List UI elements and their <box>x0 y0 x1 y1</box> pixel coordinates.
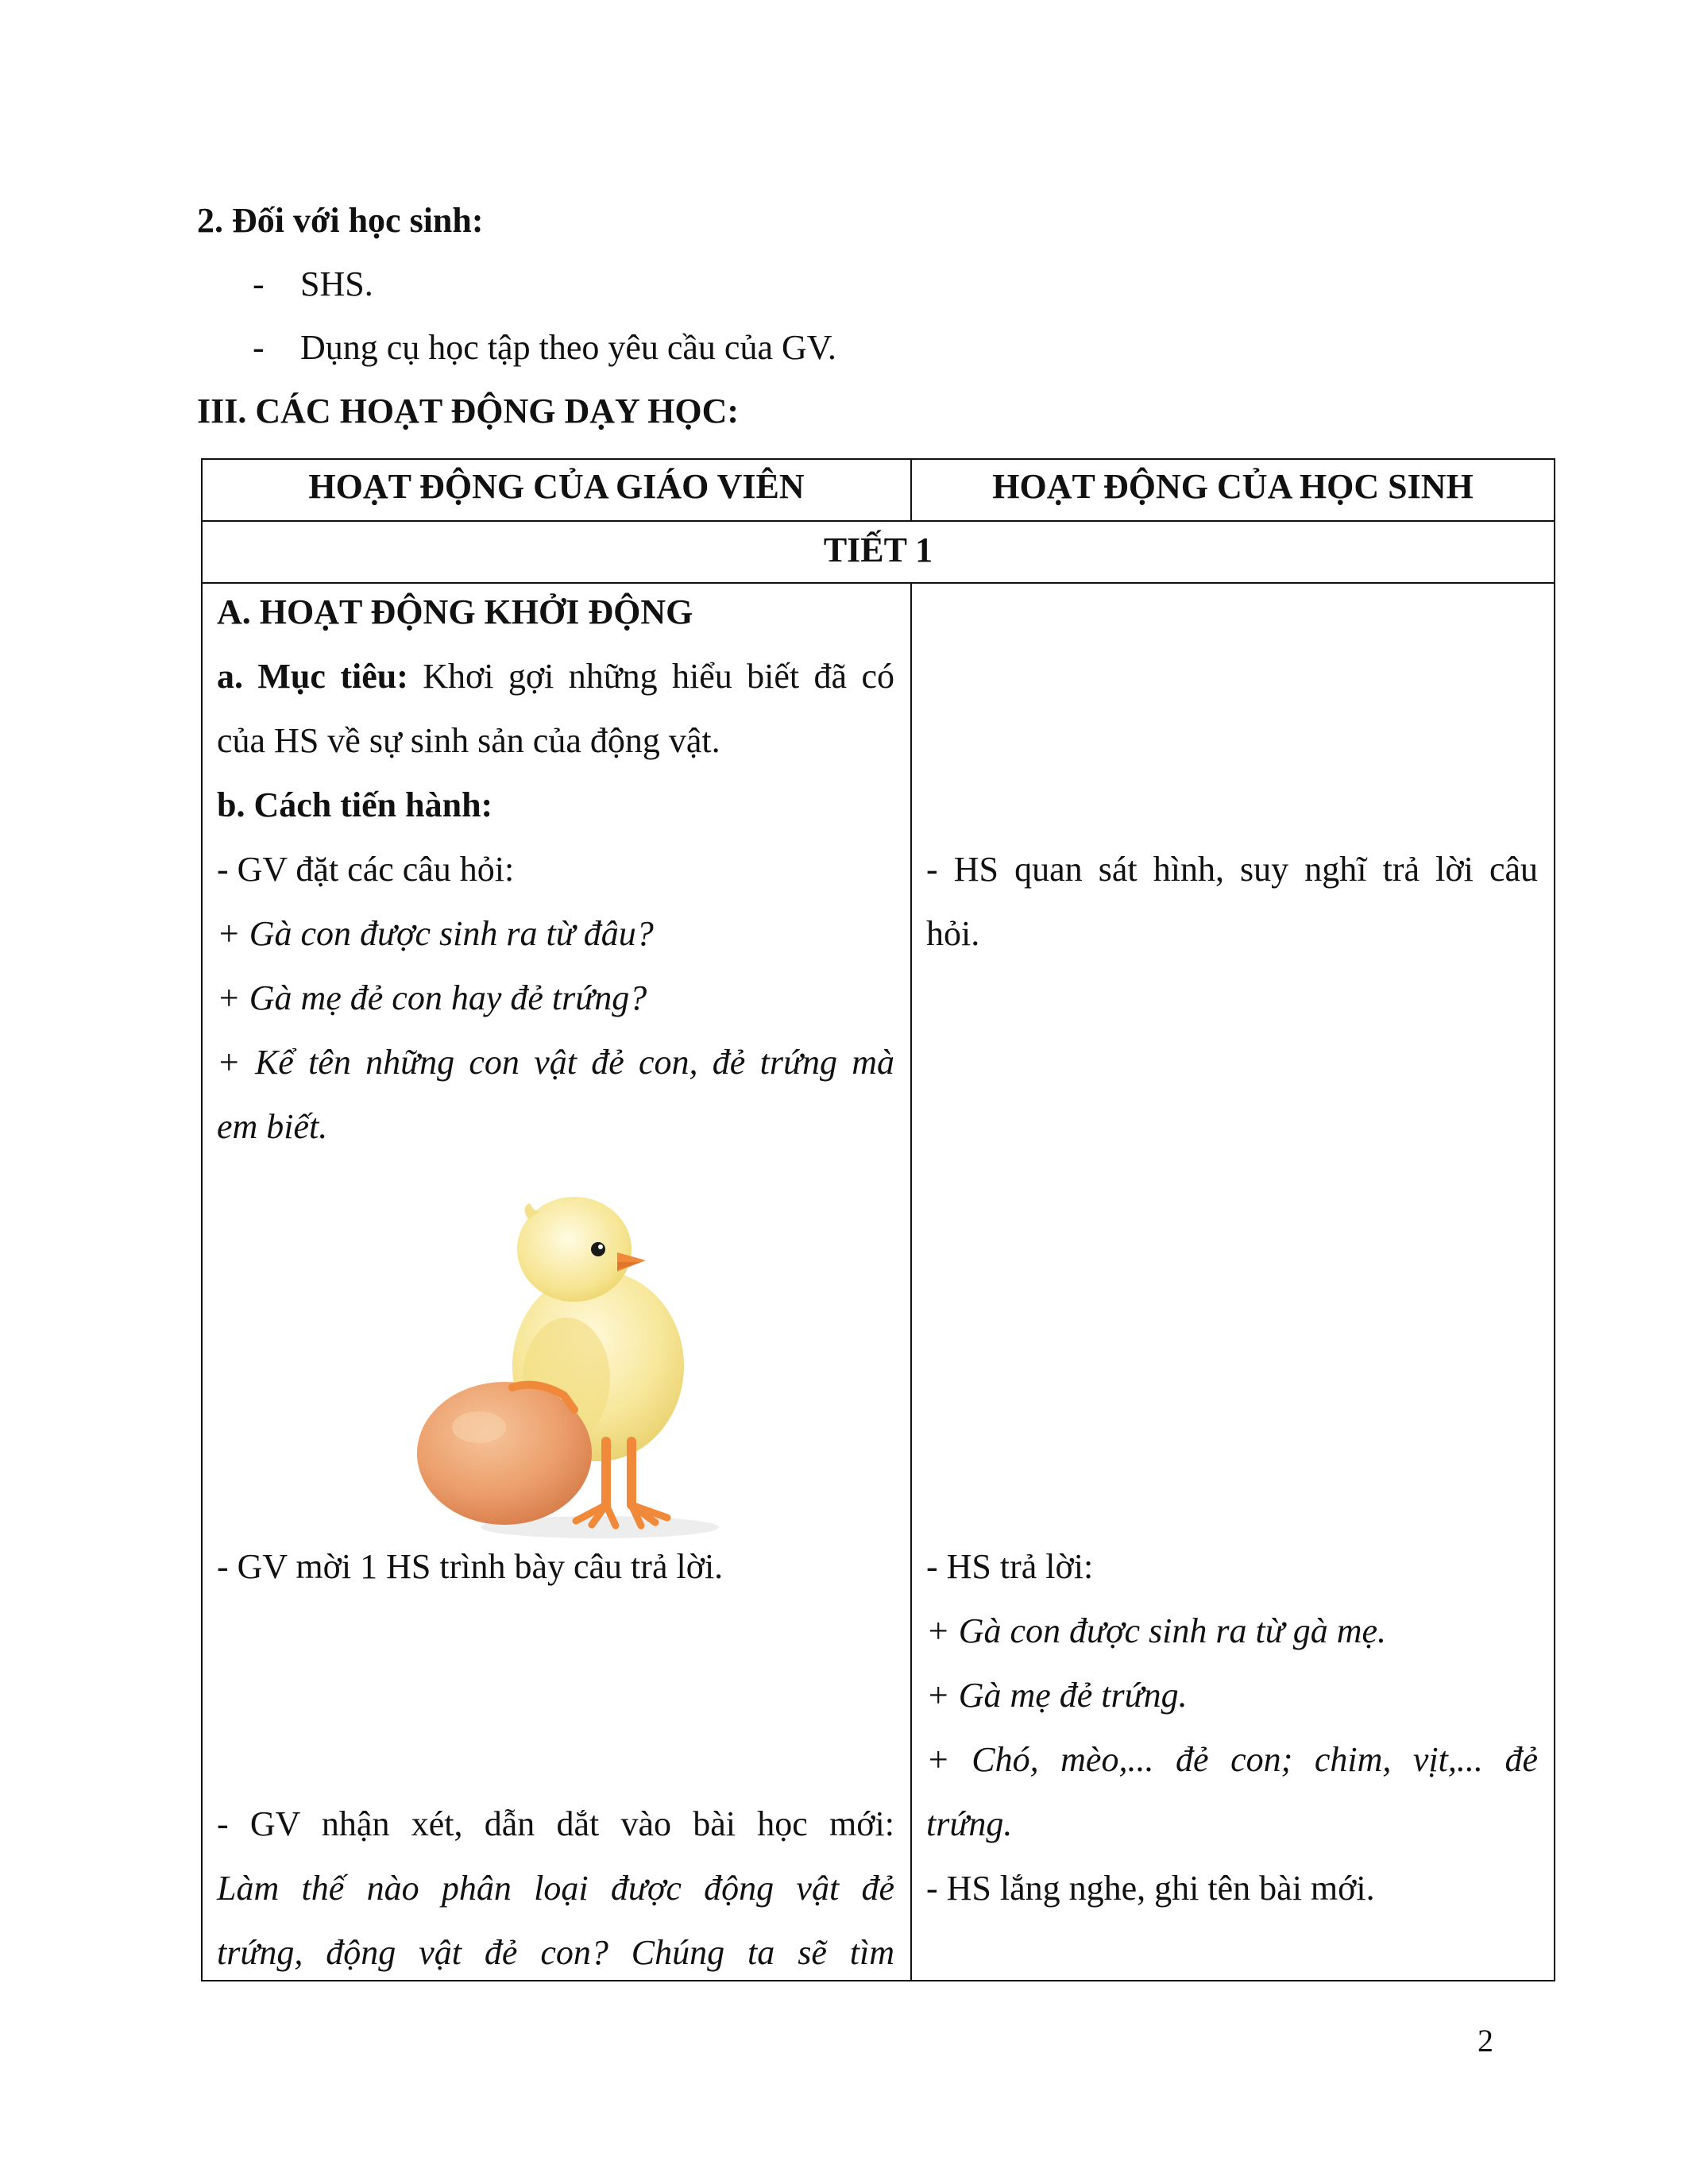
student-listen: - HS lắng nghe, ghi tên bài mới. <box>926 1869 1375 1908</box>
teacher-comment: Làm thế nào phân loại được động vật đẻ <box>217 1869 894 1908</box>
answer-2: + Gà mẹ đẻ trứng. <box>926 1676 1188 1715</box>
list-item-text: SHS. <box>300 264 373 303</box>
page-number: 2 <box>1477 2023 1493 2059</box>
list-item-text: Dụng cụ học tập theo yêu cầu của GV. <box>300 328 836 367</box>
teacher-invite: - GV mời 1 HS trình bày câu trả lời. <box>217 1547 724 1586</box>
student-answer: - HS trả lời: <box>926 1547 1094 1586</box>
teacher-comment: trứng, động vật đẻ con? Chúng ta sẽ tìm <box>217 1933 894 1972</box>
list-dash: - <box>253 264 265 303</box>
answer-3: + Chó, mèo,... đẻ con; chim, vịt,... đẻ <box>926 1740 1538 1779</box>
objective-label: a. Mục tiêu: <box>217 657 408 696</box>
student-column-header: HOẠT ĐỘNG CỦA HỌC SINH <box>911 459 1555 521</box>
objective-text: Khơi gợi những hiểu biết đã có <box>408 657 894 696</box>
activity-title: A. HOẠT ĐỘNG KHỞI ĐỘNG <box>217 592 693 631</box>
list-dash: - <box>253 328 265 367</box>
chick-and-egg-icon <box>393 1171 727 1545</box>
objective-line: của HS về sự sinh sản của động vật. <box>217 721 720 760</box>
question-2: + Gà mẹ đẻ con hay đẻ trứng? <box>217 978 647 1017</box>
answer-1: + Gà con được sinh ra từ gà mẹ. <box>926 1611 1387 1650</box>
objective-line <box>217 654 894 699</box>
period-header: TIẾT 1 <box>202 521 1555 583</box>
question-3: + Kể tên những con vật đẻ con, đẻ trứng mà <box>217 1043 894 1082</box>
teacher-ask: - GV đặt các câu hỏi: <box>217 850 515 889</box>
teacher-comment: - GV nhận xét, dẫn dắt vào bài học mới: <box>217 1804 894 1843</box>
question-3: em biết. <box>217 1107 328 1146</box>
procedure-label: b. Cách tiến hành: <box>217 785 493 824</box>
answer-3: trứng. <box>926 1804 1013 1843</box>
teacher-activity-cell <box>202 583 911 1981</box>
section-3-heading: III. CÁC HOẠT ĐỘNG DẠY HỌC: <box>197 392 740 430</box>
student-observe: - HS quan sát hình, suy nghĩ trả lời câu <box>926 850 1538 889</box>
lesson-activity-table <box>201 458 1555 1981</box>
question-1: + Gà con được sinh ra từ đâu? <box>217 914 654 953</box>
student-activity-cell <box>911 583 1555 1981</box>
student-observe: hỏi. <box>926 914 980 953</box>
teacher-column-header: HOẠT ĐỘNG CỦA GIÁO VIÊN <box>202 459 911 521</box>
section-2-heading: 2. Đối với học sinh: <box>197 201 484 240</box>
